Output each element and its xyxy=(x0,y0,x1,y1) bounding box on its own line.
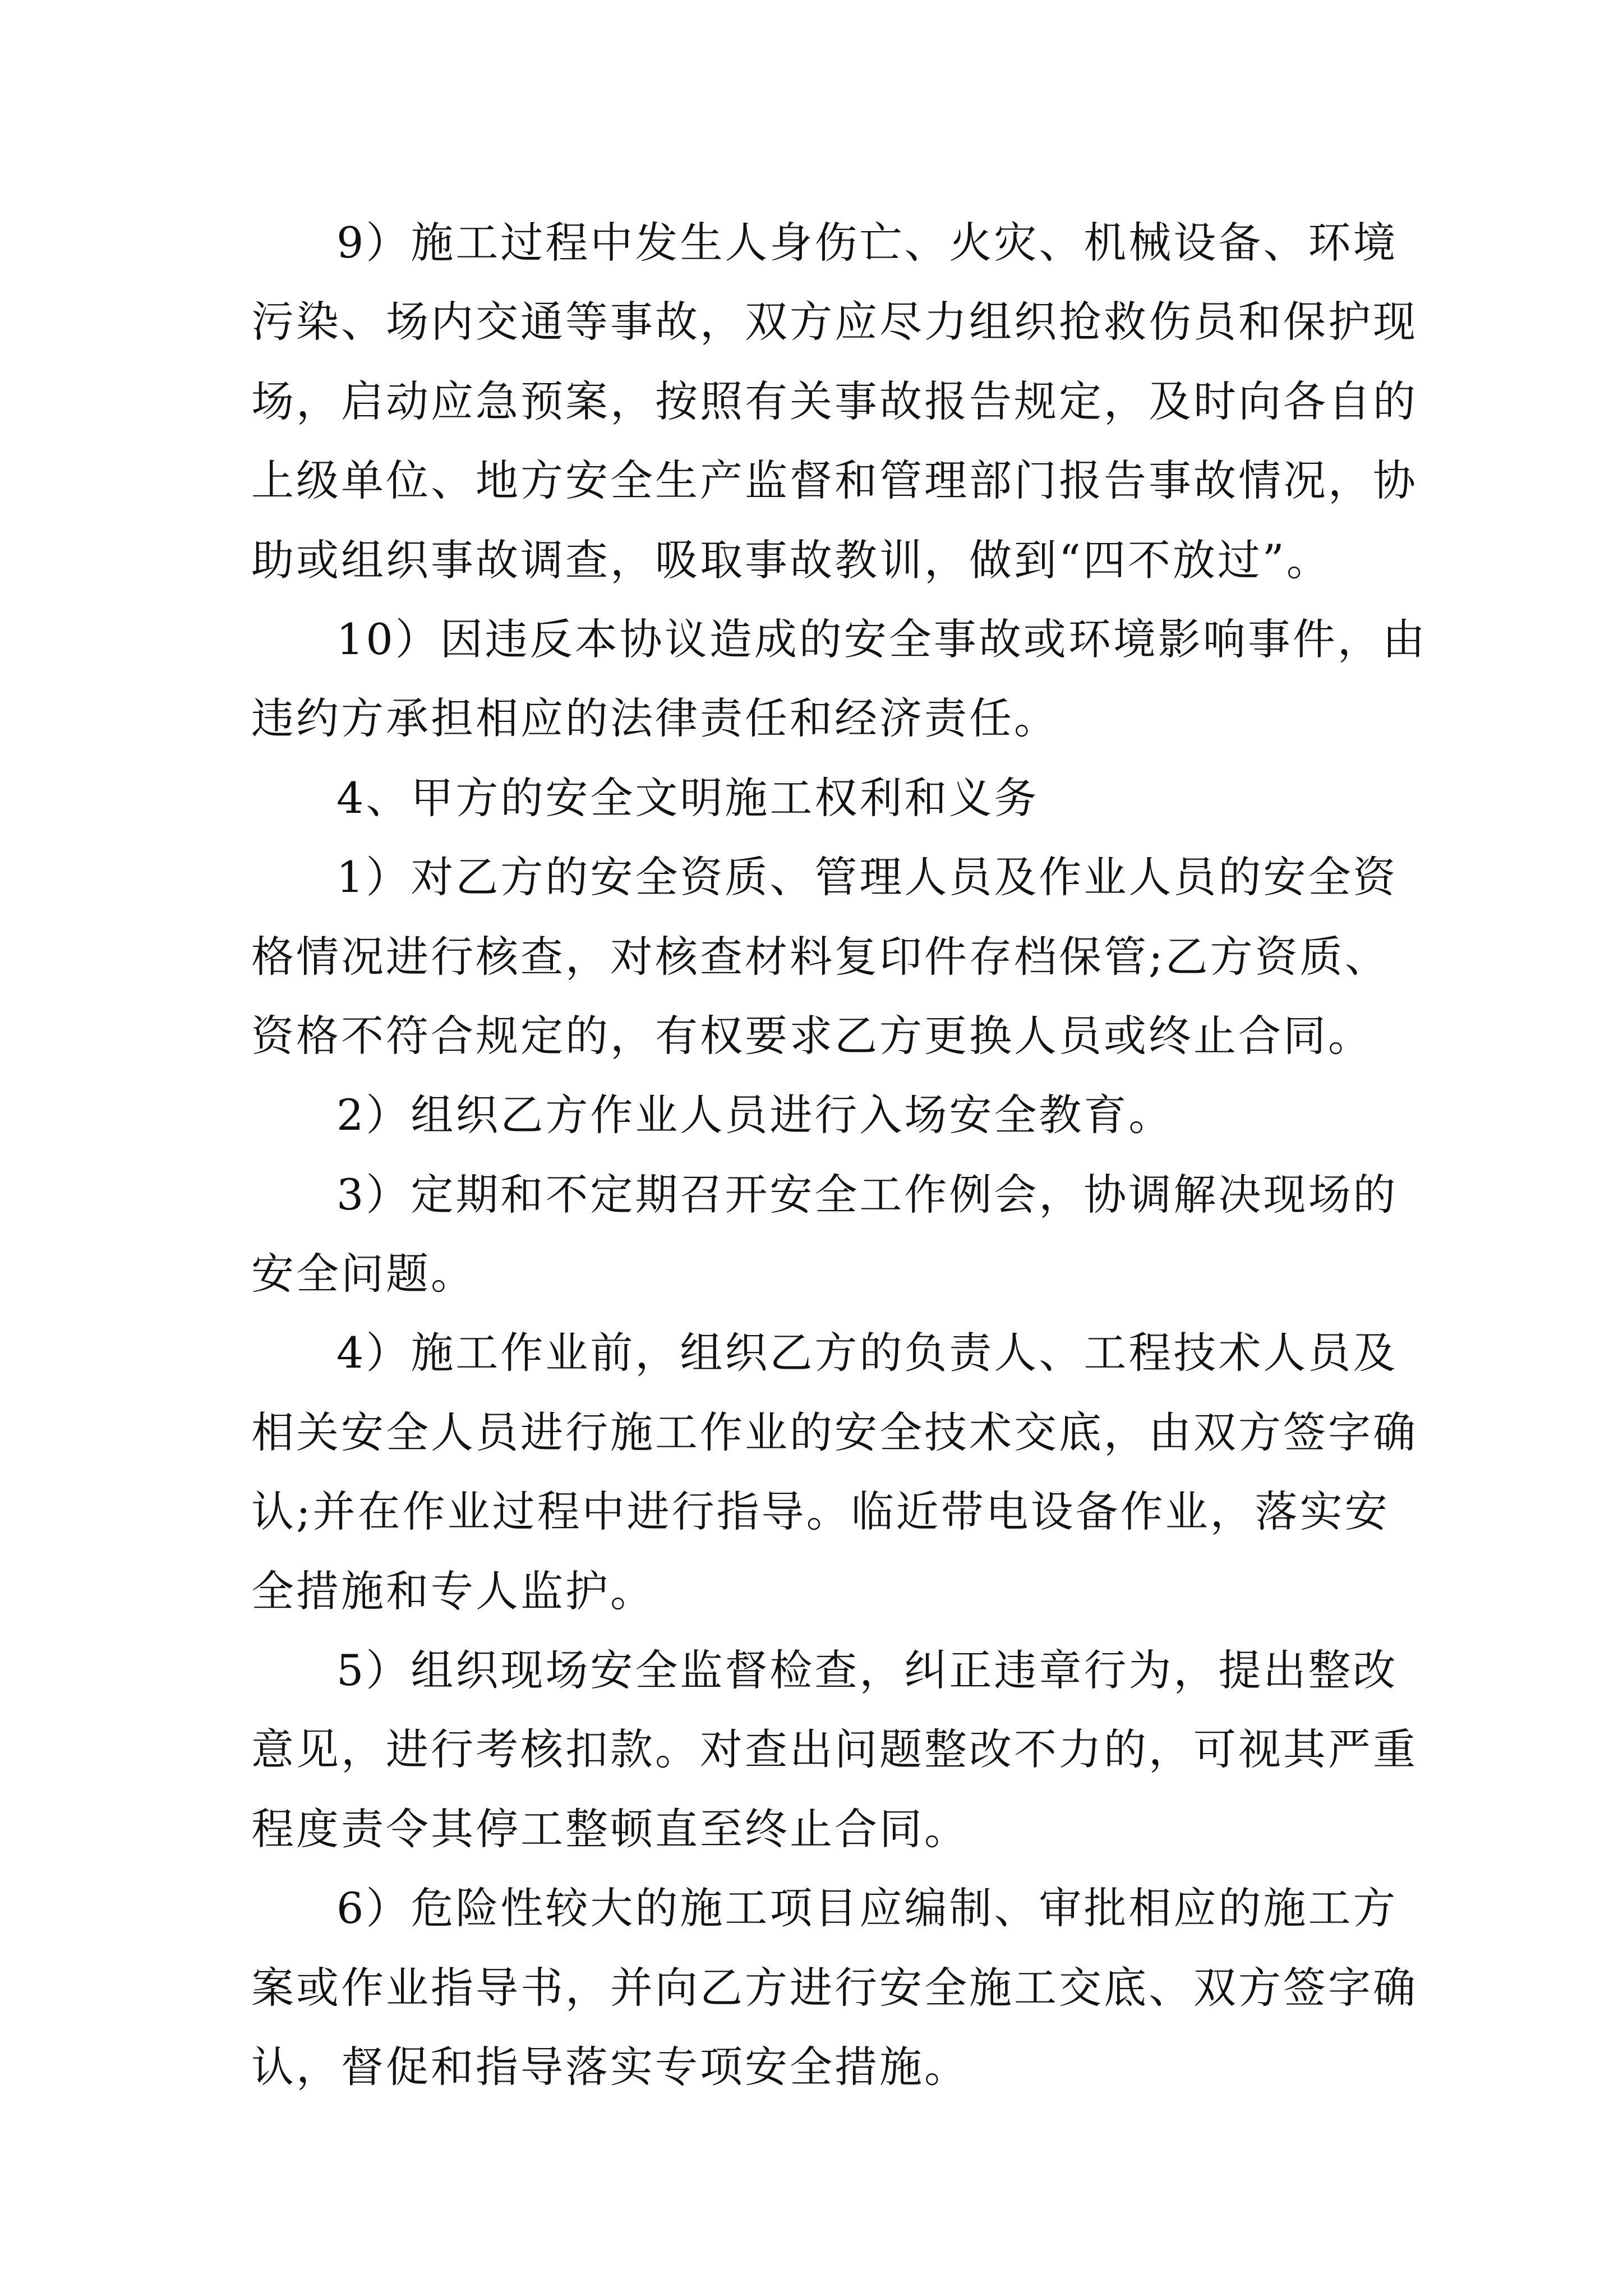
text-line: 5）组织现场安全监督检查，纠正违章行为，提出整改 xyxy=(336,1645,1398,1696)
text-line: 违约方承担相应的法律责任和经济责任。 xyxy=(251,693,1059,744)
paragraph-clause-10 xyxy=(251,600,1427,758)
text-line: 程度责令其停工整顿直至终止合同。 xyxy=(251,1803,969,1854)
paragraph-item-1 xyxy=(251,838,1407,1075)
paragraph-item-5 xyxy=(251,1631,1418,1869)
text-line: 安全问题。 xyxy=(251,1249,476,1299)
text-line: 案或作业指导书，并向乙方进行安全施工交底、双方签字确 xyxy=(251,1962,1418,2013)
text-line: 全措施和专人监护。 xyxy=(251,1566,655,1616)
paragraph-item-2 xyxy=(251,1075,1407,1154)
text-line: 助或组织事故调查，吸取事故教训，做到“四不放过”。 xyxy=(251,535,1331,585)
text-line: 1）对乙方的安全资质、管理人员及作业人员的安全资 xyxy=(336,852,1398,903)
text-line: 6）危险性较大的施工项目应编制、审批相应的施工方 xyxy=(336,1883,1398,1934)
paragraph-item-4 xyxy=(251,1313,1418,1631)
text-line: 3）定期和不定期召开安全工作例会，协调解决现场的 xyxy=(336,1169,1398,1220)
paragraph-item-6 xyxy=(251,1869,1418,2106)
section-heading-text: 4、甲方的安全文明施工权利和义务 xyxy=(336,772,1039,823)
text-line: 认，督促和指导落实专项安全措施。 xyxy=(251,2041,969,2092)
text-line: 上级单位、地方安全生产监督和管理部门报告事故情况，协 xyxy=(251,455,1418,506)
text-line: 2）组织乙方作业人员进行入场安全教育。 xyxy=(336,1090,1174,1140)
text-line: 认;并在作业过程中进行指导。临近带电设备作业，落实安 xyxy=(251,1487,1390,1537)
text-line: 资格不符合规定的，有权要求乙方更换人员或终止合同。 xyxy=(251,1010,1373,1061)
paragraph-clause-9 xyxy=(251,203,1418,600)
section-heading xyxy=(251,758,1407,838)
text-line: 10）因违反本协议造成的安全事故或环境影响事件，由 xyxy=(336,614,1427,664)
text-line: 4）施工作业前，组织乙方的负责人、工程技术人员及 xyxy=(336,1328,1398,1378)
text-line: 污染、场内交通等事故，双方应尽力组织抢救伤员和保护现 xyxy=(251,297,1418,347)
document-body xyxy=(251,203,1427,2106)
text-line: 9）施工过程中发生人身伤亡、火灾、机械设备、环境 xyxy=(336,218,1398,268)
text-line: 意见，进行考核扣款。对查出问题整改不力的，可视其严重 xyxy=(251,1724,1418,1775)
text-line: 相关安全人员进行施工作业的安全技术交底，由双方签字确 xyxy=(251,1407,1418,1457)
paragraph-item-3 xyxy=(251,1155,1407,1314)
text-line: 场，启动应急预案，按照有关事故报告规定，及时向各自的 xyxy=(251,376,1418,426)
text-line: 格情况进行核查，对核查材料复印件存档保管;乙方资质、 xyxy=(251,931,1390,982)
